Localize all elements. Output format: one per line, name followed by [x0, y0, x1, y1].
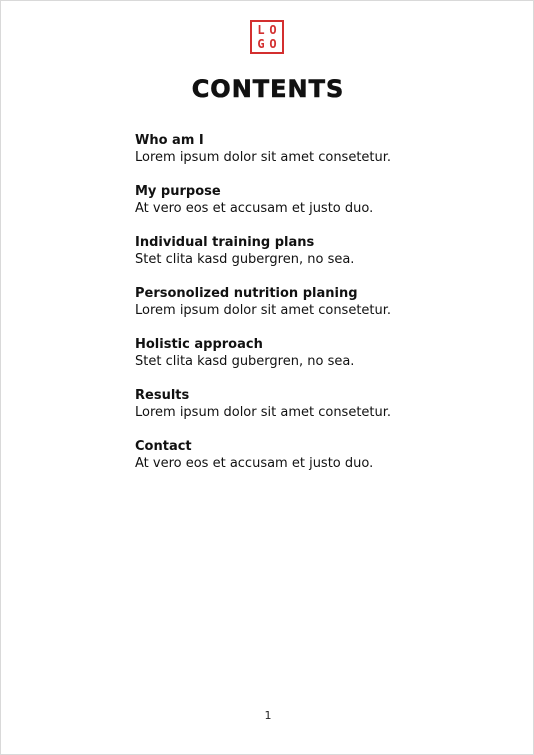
toc-item-contact[interactable]: [135, 438, 495, 489]
logo: [250, 20, 284, 54]
toc-description: Stet clita kasd gubergren, no sea.: [135, 354, 355, 369]
toc-description: Lorem ipsum dolor sit amet consetetur.: [135, 150, 392, 165]
logo-letter: O: [269, 37, 277, 51]
toc-item-results[interactable]: [135, 387, 495, 438]
page-title: CONTENTS: [191, 75, 345, 103]
toc-description: Stet clita kasd gubergren, no sea.: [135, 252, 355, 267]
logo-letter: O: [269, 23, 277, 37]
toc-heading: Individual training plans: [135, 235, 315, 250]
toc-item-nutrition-planing[interactable]: [135, 285, 495, 336]
logo-letter: L: [257, 23, 265, 37]
toc-heading: My purpose: [135, 184, 221, 199]
toc-item-who-am-i[interactable]: [135, 132, 495, 183]
toc-item-training-plans[interactable]: [135, 234, 495, 285]
toc-description: Lorem ipsum dolor sit amet consetetur.: [135, 405, 392, 420]
toc-heading: Who am I: [135, 133, 204, 148]
page-number: 1: [264, 709, 272, 722]
toc-heading: Personolized nutrition planing: [135, 286, 358, 301]
toc-heading: Holistic approach: [135, 337, 263, 352]
toc-item-my-purpose[interactable]: [135, 183, 495, 234]
toc-description: At vero eos et accusam et justo duo.: [135, 201, 374, 216]
toc-description: At vero eos et accusam et justo duo.: [135, 456, 374, 471]
toc-description: Lorem ipsum dolor sit amet consetetur.: [135, 303, 392, 318]
toc-item-holistic-approach[interactable]: [135, 336, 495, 387]
logo-letter: G: [257, 37, 265, 51]
toc-heading: Contact: [135, 439, 192, 454]
toc-heading: Results: [135, 388, 190, 403]
table-of-contents: [135, 132, 495, 489]
